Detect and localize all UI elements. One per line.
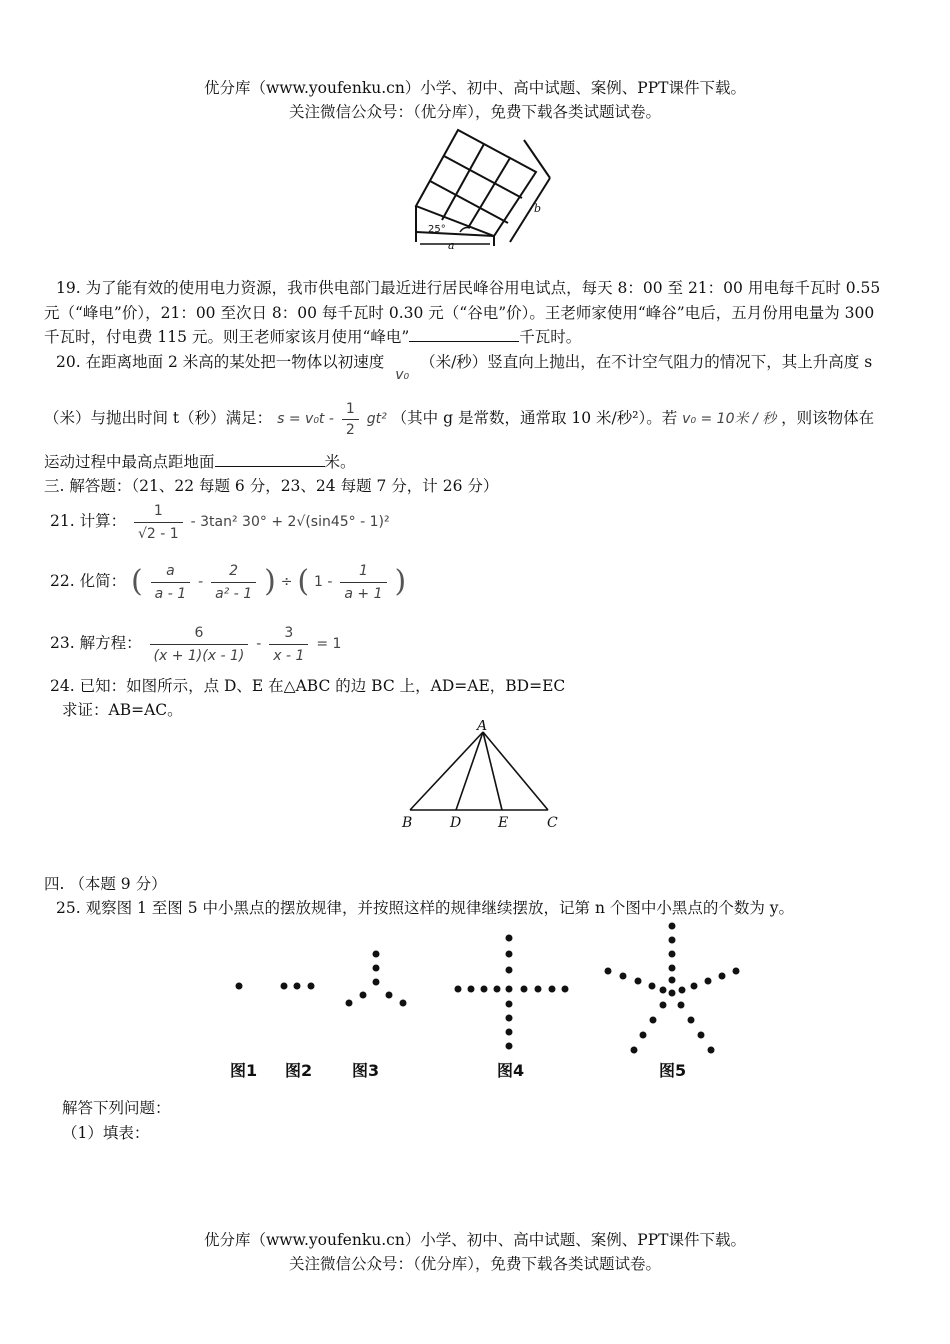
q23-equals: = 1 xyxy=(316,636,342,652)
q20-line-3-tail: 米。 xyxy=(324,453,356,471)
q23-minus: - xyxy=(256,636,262,652)
q22-b-num: 2 xyxy=(211,561,256,583)
q23-b-num: 3 xyxy=(269,623,308,645)
q25-answer-intro: 解答下列问题： xyxy=(62,1099,171,1117)
dot xyxy=(698,1032,705,1039)
q20-line-2-b: （其中 g 是常数，通常取 10 米/秒²）。若 xyxy=(391,409,678,427)
q24-line-1: 24. 已知：如图所示，点 D、E 在△ABC 的边 BC 上，AD=AE，BD=EC xyxy=(50,677,566,695)
dot xyxy=(521,986,528,993)
dot xyxy=(669,965,676,972)
q19-line-3-tail: 千瓦时。 xyxy=(519,328,582,346)
dot xyxy=(294,983,301,990)
dot xyxy=(679,987,686,994)
dot xyxy=(494,986,501,993)
dot xyxy=(669,951,676,958)
q23-frac-a xyxy=(150,623,249,666)
q22-divide: ÷ xyxy=(280,574,293,590)
figure-3-label: 图3 xyxy=(352,1061,380,1080)
dot xyxy=(660,1002,667,1009)
q20-line-1-a: 20. 在距离地面 2 米高的某处把一物体以初速度 xyxy=(56,353,385,371)
figure-2-label: 图2 xyxy=(285,1061,313,1080)
dot xyxy=(506,1043,513,1050)
dot xyxy=(308,983,315,990)
q19-line-3-text: 千瓦时，付电费 115 元。则王老师家该月使用“峰电” xyxy=(44,328,410,346)
dot xyxy=(660,987,667,994)
q20-formula-rhs: gt² xyxy=(366,411,387,427)
dot xyxy=(669,990,676,997)
q19-answer-blank[interactable] xyxy=(409,327,519,342)
q23-a-num: 6 xyxy=(150,623,249,645)
dot xyxy=(481,986,488,993)
dot xyxy=(373,979,380,986)
figure-4-dots xyxy=(455,935,569,1050)
dot xyxy=(455,986,462,993)
q22-minus: - xyxy=(198,574,204,590)
dot xyxy=(705,978,712,985)
q22-b-den: a² - 1 xyxy=(215,585,253,602)
dot xyxy=(506,986,513,993)
q23-a-den: (x + 1)(x - 1) xyxy=(153,647,245,664)
dot xyxy=(669,923,676,930)
header-line-2: 关注微信公众号：（优分库），免费下载各类试题试卷。 xyxy=(288,103,661,121)
a-label: a xyxy=(448,239,455,250)
dot xyxy=(400,1000,407,1007)
q23-frac-b xyxy=(269,623,308,666)
q20-line-2-c: ，则该物体在 xyxy=(781,409,875,427)
dot xyxy=(346,1000,353,1007)
segment-ad xyxy=(456,732,483,810)
q20-line-2 xyxy=(44,398,874,438)
figure-1-dots xyxy=(236,983,243,990)
figure-5-label: 图5 xyxy=(659,1061,687,1080)
dot xyxy=(506,951,513,958)
q21-fraction xyxy=(134,501,183,544)
figure-3-dots xyxy=(346,951,407,1007)
q20-line-3-text: 运动过程中最高点距地面 xyxy=(44,453,215,471)
dot xyxy=(650,1017,657,1024)
angle-label: 25° xyxy=(428,224,446,235)
footer-line-1: 优分库（www.youfenku.cn）小学、初中、高中试题、案例、PPT课件下载。 xyxy=(203,1231,747,1249)
vertex-c-label: C xyxy=(547,815,558,831)
q21-frac-num: 1 xyxy=(134,501,183,523)
dot xyxy=(373,951,380,958)
dot xyxy=(640,1032,647,1039)
q20-answer-blank[interactable] xyxy=(215,452,325,467)
dot xyxy=(236,983,243,990)
q22-frac-c xyxy=(340,561,386,604)
section-4-title: 四. （本题 9 分） xyxy=(44,875,167,893)
b-label: b xyxy=(534,202,542,215)
q22-frac-a xyxy=(151,561,190,604)
q20-half-num: 1 xyxy=(342,400,359,420)
q20-line-1 xyxy=(56,350,873,383)
q21 xyxy=(50,498,390,544)
dot xyxy=(535,986,542,993)
q21-rest: - 3tan² 30° + 2√(sin45° - 1)² xyxy=(190,514,390,530)
figure-4-label: 图4 xyxy=(497,1061,525,1080)
q19-line-1: 19. 为了能有效的使用电力资源，我市供电部门最近进行居民峰谷用电试点，每天 8：00 至 21：00 用电每千瓦时 0.55 xyxy=(56,279,881,297)
dot xyxy=(678,1002,685,1009)
header-line-1: 优分库（www.youfenku.cn）小学、初中、高中试题、案例、PPT课件下载。 xyxy=(203,79,747,97)
dot xyxy=(620,973,627,980)
q25-part-1: （1）填表： xyxy=(62,1124,150,1142)
q20-formula-lhs: s = v₀t - xyxy=(277,411,334,427)
dot xyxy=(669,937,676,944)
dot xyxy=(386,992,393,999)
q25-line-1: 25. 观察图 1 至图 5 中小黑点的摆放规律，并按照这样的规律继续摆放，记第 n 个图中小黑点的个数为 y。 xyxy=(56,899,795,917)
q20-half-den: 2 xyxy=(345,421,355,438)
q22-a-num: a xyxy=(151,561,190,583)
point-d-label: D xyxy=(450,815,462,831)
q23 xyxy=(50,620,341,666)
dot xyxy=(506,1015,513,1022)
dot xyxy=(281,983,288,990)
dot xyxy=(549,986,556,993)
side-ab xyxy=(410,732,483,810)
q23-b-den: x - 1 xyxy=(273,647,305,664)
dot xyxy=(688,1017,695,1024)
q22-frac-b xyxy=(211,561,256,604)
vertex-b-label: B xyxy=(402,815,413,831)
q21-frac-den: √2 - 1 xyxy=(138,525,179,542)
q19-line-2: 元（“峰电”价），21：00 至次日 8：00 每千瓦时 0.30 元（“谷电”价）。王老师家使用“峰谷”电后，五月份用电量为 300 xyxy=(44,304,875,322)
q22-c-num: 1 xyxy=(340,561,386,583)
dot xyxy=(691,983,698,990)
q20-line-2-a: （米）与抛出时间 t（秒）满足： xyxy=(44,409,273,427)
dot xyxy=(649,983,656,990)
dot xyxy=(373,965,380,972)
dot xyxy=(360,992,367,999)
q22: 22. 化简： ( $\frac{a}{a - 1}$ - $\frac{2}{\text{a² - 1}}$ ) ÷ ( 1 - $\frac{1}{a + 1}$ ) xyxy=(50,562,407,602)
footer-line-2: 关注微信公众号：（优分库），免费下载各类试题试卷。 xyxy=(288,1255,661,1273)
q22-label: 22. 化简： xyxy=(50,572,127,590)
q21-label: 21. 计算： xyxy=(50,512,127,530)
figure-1-label: 图1 xyxy=(230,1061,258,1080)
q23-label: 23. 解方程： xyxy=(50,634,142,652)
dot xyxy=(631,1047,638,1054)
q22-one-minus: 1 - xyxy=(314,574,333,590)
roof-grid-figure xyxy=(400,124,560,250)
dot xyxy=(506,967,513,974)
q20-line-1-b: （米/秒）竖直向上抛出，在不计空气阻力的情况下，其上升高度 s xyxy=(420,353,873,371)
point-e-label: E xyxy=(498,815,509,831)
section-3-title: 三. 解答题：（21、22 每题 6 分，23、24 每题 7 分，计 26 分） xyxy=(44,477,499,495)
q19-line-3 xyxy=(44,325,581,347)
q22-a-den: a - 1 xyxy=(154,585,187,602)
dot xyxy=(562,986,569,993)
triangle-figure xyxy=(398,720,568,836)
vertex-a-label: A xyxy=(477,720,488,734)
dot xyxy=(506,1029,513,1036)
dot xyxy=(733,968,740,975)
q20-half-fraction xyxy=(342,400,359,439)
dot xyxy=(708,1047,715,1054)
dot xyxy=(506,1001,513,1008)
dot xyxy=(669,977,676,984)
dot xyxy=(506,935,513,942)
q22-c-den: a + 1 xyxy=(344,585,383,602)
dot xyxy=(719,973,726,980)
q20-line-3 xyxy=(44,450,356,472)
dot xyxy=(605,968,612,975)
q24-line-2: 求证：AB=AC。 xyxy=(62,701,183,719)
q20-v0: v₀ xyxy=(395,367,410,383)
figure-5-dots xyxy=(605,923,740,1054)
dot xyxy=(468,986,475,993)
figure-2-dots xyxy=(281,983,315,990)
dot xyxy=(635,978,642,985)
q20-condition: v₀ = 10米 / 秒 xyxy=(682,411,777,427)
